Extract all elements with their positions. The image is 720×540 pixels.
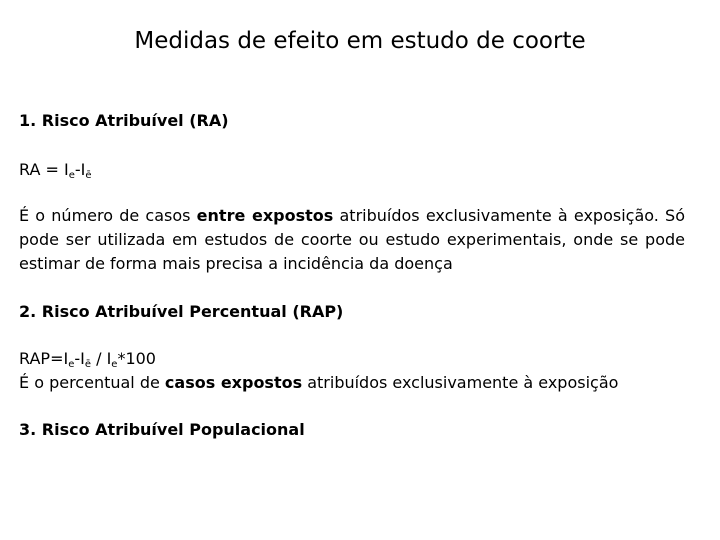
section2-formula xyxy=(19,347,685,371)
section1-formula xyxy=(19,158,685,182)
formula-text: RA = I xyxy=(19,160,69,179)
section3-heading: 3. Risco Atribuível Populacional xyxy=(19,420,305,439)
section1-description xyxy=(19,204,685,276)
formula-subscript: e xyxy=(68,170,75,181)
formula-subscript: e xyxy=(68,359,75,370)
section2-description xyxy=(19,371,685,395)
section1-heading: 1. Risco Atribuível (RA) xyxy=(19,111,229,130)
desc-bold: casos expostos xyxy=(164,373,303,392)
desc-bold: entre expostos xyxy=(196,206,334,225)
desc-text: atribuídos exclusivamente à exposição xyxy=(302,373,619,392)
formula-text: / I xyxy=(91,349,112,368)
formula-subscript: e xyxy=(111,359,118,370)
page-title: Medidas de efeito em estudo de coorte xyxy=(134,28,586,54)
formula-text: -I xyxy=(74,349,85,368)
formula-subscript: ē xyxy=(85,170,92,181)
formula-subscript: ē xyxy=(84,359,91,370)
section2-heading: 2. Risco Atribuível Percentual (RAP) xyxy=(19,302,344,321)
desc-text: É o percentual de xyxy=(19,373,165,392)
formula-text: *100 xyxy=(117,349,156,368)
formula-text: -I xyxy=(74,160,86,179)
desc-text: É o número de casos xyxy=(19,206,197,225)
desc-text: atribuídos exclusivamente à exposição. Só pode ser utilizada em estudos de coorte ou estudo experimentais, onde se pode estimar de forma mais precisa a incidência da doença xyxy=(19,206,685,273)
formula-text: RAP=I xyxy=(19,349,69,368)
